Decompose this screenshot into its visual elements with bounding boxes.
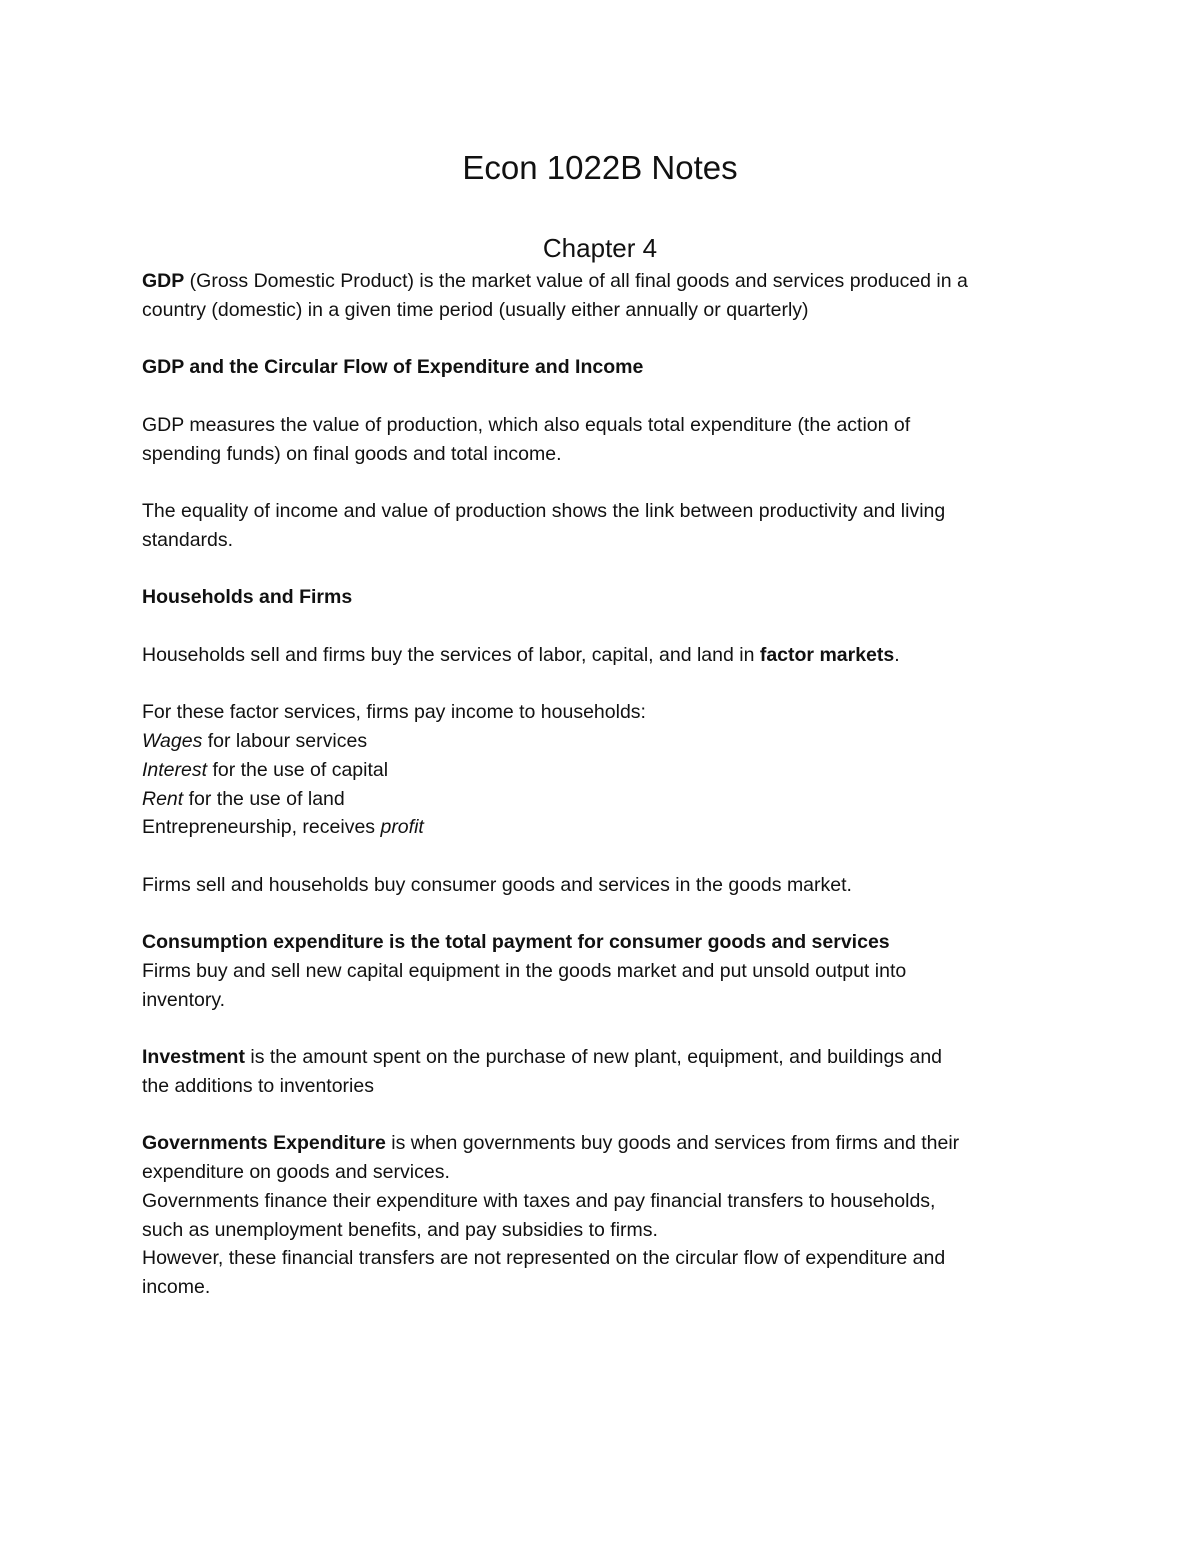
gdp-definition-line-1: GDP (Gross Domestic Product) is the market value of all final goods and services produced in a — [142, 270, 968, 292]
factor-markets-line: Households sell and firms buy the services of labor, capital, and land in factor markets. — [142, 644, 900, 666]
rent-line: Rent for the use of land — [142, 788, 345, 810]
government-line-2: expenditure on goods and services. — [142, 1161, 450, 1183]
government-line-6: income. — [142, 1276, 211, 1298]
government-line-3: Governments finance their expenditure with taxes and pay financial transfers to households, — [142, 1190, 936, 1212]
investment-line-1: Investment is the amount spent on the purchase of new plant, equipment, and buildings and — [142, 1046, 943, 1068]
wages-line: Wages for labour services — [142, 730, 368, 752]
gdp-term: GDP — [142, 270, 185, 292]
consumption-line-3: inventory. — [142, 989, 226, 1011]
gdp-measures-line-2: spending funds) on final goods and total income. — [142, 443, 562, 465]
gdp-measures-line-1: GDP measures the value of production, which also equals total expenditure (the action of — [142, 414, 911, 436]
equality-line-1: The equality of income and value of production shows the link between productivity and living — [142, 500, 946, 522]
factor-markets-term: factor markets — [759, 644, 895, 666]
government-line-4: such as unemployment benefits, and pay subsidies to firms. — [142, 1219, 658, 1241]
gdp-definition-line-2: country (domestic) in a given time period (usually either annually or quarterly) — [142, 299, 809, 321]
chapter-heading: Chapter 4 — [542, 233, 658, 263]
goods-market-line: Firms sell and households buy consumer goods and services in the goods market. — [142, 874, 852, 896]
circular-flow-heading: GDP and the Circular Flow of Expenditure and Income — [142, 356, 644, 378]
factor-income-intro: For these factor services, firms pay income to households: — [142, 701, 646, 723]
interest-line: Interest for the use of capital — [142, 759, 389, 781]
government-expenditure-term: Governments Expenditure — [142, 1132, 386, 1154]
consumption-line-2: Firms buy and sell new capital equipment in the goods market and put unsold output into — [142, 960, 907, 982]
government-line-5: However, these financial transfers are not represented on the circular flow of expenditure and — [142, 1247, 946, 1269]
consumption-heading: Consumption expenditure is the total payment for consumer goods and services — [142, 931, 890, 953]
entrepreneurship-line: Entrepreneurship, receives profit — [142, 816, 424, 838]
document-title: Econ 1022B Notes — [462, 149, 738, 186]
government-line-1: Governments Expenditure is when governments buy goods and services from firms and their — [142, 1132, 960, 1154]
investment-term: Investment — [142, 1046, 245, 1068]
investment-line-2: the additions to inventories — [142, 1075, 374, 1097]
households-firms-heading: Households and Firms — [142, 586, 353, 608]
equality-line-2: standards. — [142, 529, 234, 551]
